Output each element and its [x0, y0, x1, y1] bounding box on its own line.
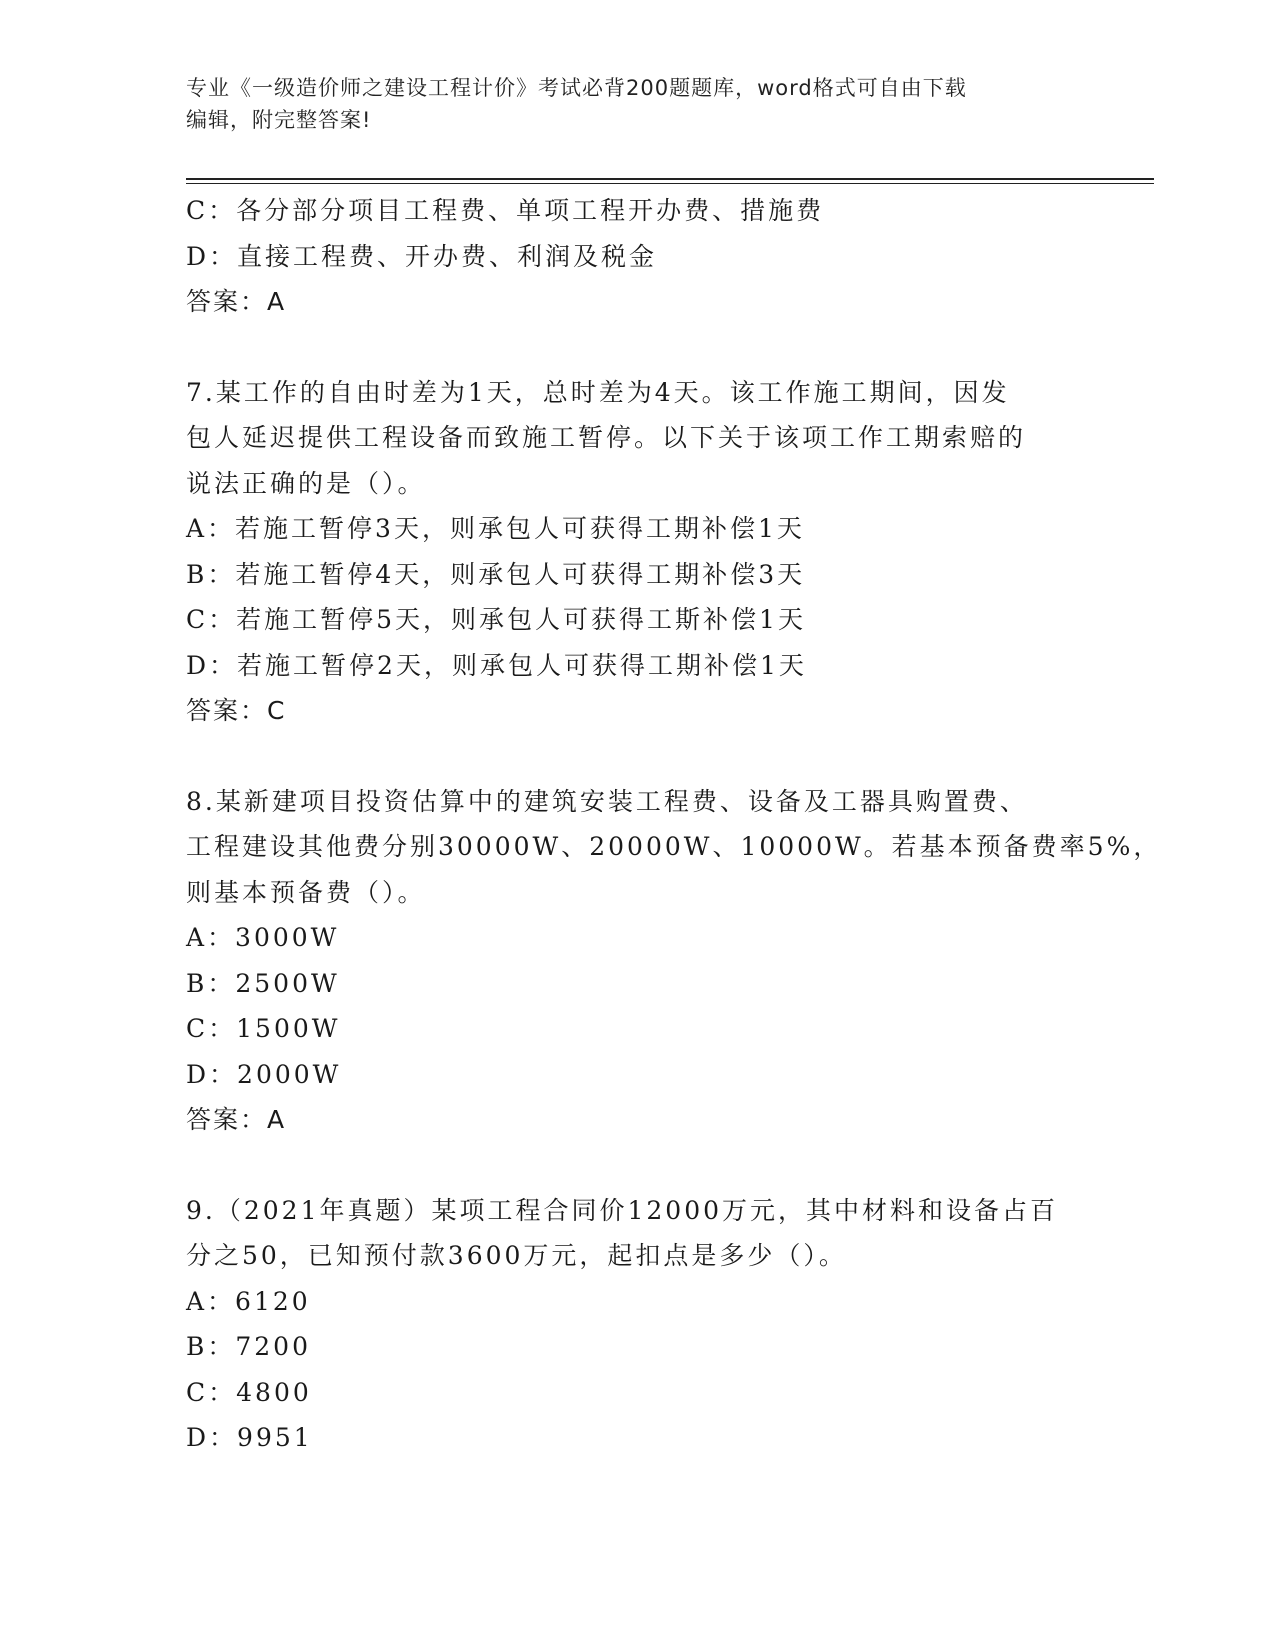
question-8	[186, 779, 1162, 1143]
question-6-tail	[186, 188, 1086, 325]
option-d: D：直接工程费、开办费、利润及税金	[186, 241, 658, 271]
option-b: B：7200	[186, 1332, 311, 1361]
option-a: A：6120	[186, 1286, 311, 1316]
question-list	[186, 188, 1162, 1461]
option-c: C：1500W	[186, 1014, 341, 1043]
question-9	[186, 1188, 1086, 1461]
option-a: A：若施工暂停3天，则承包人可获得工期补偿1天	[186, 514, 805, 543]
question-stem-line: 7.某工作的自由时差为1天，总时差为4天。该工作施工期间，因发	[186, 377, 1010, 407]
option-c: C：各分部分项目工程费、单项工程开办费、措施费	[186, 196, 825, 225]
question-stem-line: 9.（2021年真题）某项工程合同价12000万元，其中材料和设备占百	[186, 1195, 1059, 1225]
option-d: D：9951	[186, 1423, 313, 1452]
document-header	[186, 72, 1066, 136]
header-rule-thin	[186, 183, 1154, 184]
question-stem-line: 8.某新建项目投资估算中的建筑安装工程费、设备及工器具购置费、	[186, 786, 1028, 816]
question-stem-line: 则基本预备费（）。	[186, 877, 426, 907]
header-line-2: 编辑，附完整答案!	[186, 108, 372, 132]
question-stem-line: 说法正确的是（）。	[186, 468, 426, 498]
header-line-1: 专业《一级造价师之建设工程计价》考试必背200题题库，word格式可自由下载	[186, 76, 967, 100]
option-d: D：2000W	[186, 1059, 342, 1089]
option-a: A：3000W	[186, 923, 340, 952]
option-b: B：若施工暂停4天，则承包人可获得工期补偿3天	[186, 559, 806, 589]
option-b: B：2500W	[186, 968, 340, 998]
answer-line: 答案：C	[186, 696, 287, 725]
question-7	[186, 370, 1086, 734]
question-stem-line: 包人延迟提供工程设备而致施工暂停。以下关于该项工作工期索赔的	[186, 423, 1027, 452]
question-stem-line: 分之50，已知预付款3600万元，起扣点是多少（）。	[186, 1241, 847, 1270]
option-d: D：若施工暂停2天，则承包人可获得工期补偿1天	[186, 650, 807, 680]
answer-line: 答案：A	[186, 287, 287, 316]
answer-line: 答案：A	[186, 1105, 287, 1134]
option-c: C：4800	[186, 1377, 312, 1407]
question-stem-line: 工程建设其他费分别30000W、20000W、10000W。若基本预备费率5%，	[186, 832, 1162, 861]
option-c: C：若施工暂停5天，则承包人可获得工斯补偿1天	[186, 605, 806, 634]
header-rule-thick	[186, 178, 1154, 180]
